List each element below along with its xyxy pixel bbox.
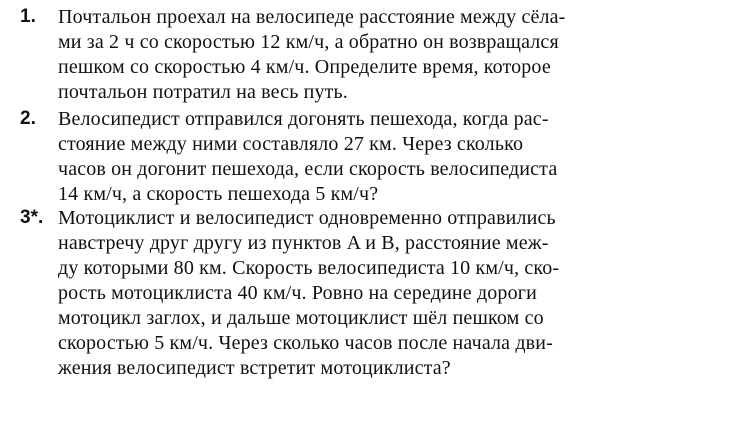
problem-text-line: ми за 2 ч со скоростью 12 км/ч, а обратно он возвращался [58,31,559,53]
problem-text-line: скоростью 5 км/ч. Через сколько часов после начала дви- [58,332,553,354]
problem-text-line: почтальон потратил на весь путь. [58,81,348,103]
problem-text-line: часов он догонит пешехода, если скорость велосипедиста [58,158,558,180]
problem-text-line: навстречу друг другу из пунктов A и B, расстояние меж- [58,232,549,254]
problem-text-line: 14 км/ч, а скорость пешехода 5 км/ч? [58,183,379,205]
problem-text-line: мотоцикл заглох, и дальше мотоциклист шёл пешком со [58,307,544,329]
problem-number: 2. [20,108,36,129]
problem-number: 3*. [20,207,44,228]
problem-text-line: стояние между ними составляло 27 км. Через сколько [58,133,524,155]
problem-text-line: Почтальон проехал на велосипеде расстояние между сёла- [58,6,566,28]
problem-text-line: пешком со скоростью 4 км/ч. Определите время, которое [58,56,551,78]
problem-text-line: Мотоциклист и велосипедист одновременно отправились [58,207,556,229]
problem-number: 1. [20,6,36,27]
problem-text-line: ду которыми 80 км. Скорость велосипедиста 10 км/ч, ско- [58,257,560,279]
problem-text-line: жения велосипедист встретит мотоциклиста? [58,357,451,379]
problem-text-line: Велосипедист отправился догонять пешехода, когда рас- [58,108,549,130]
problem-text-line: рость мотоциклиста 40 км/ч. Ровно на середине дороги [58,282,537,304]
